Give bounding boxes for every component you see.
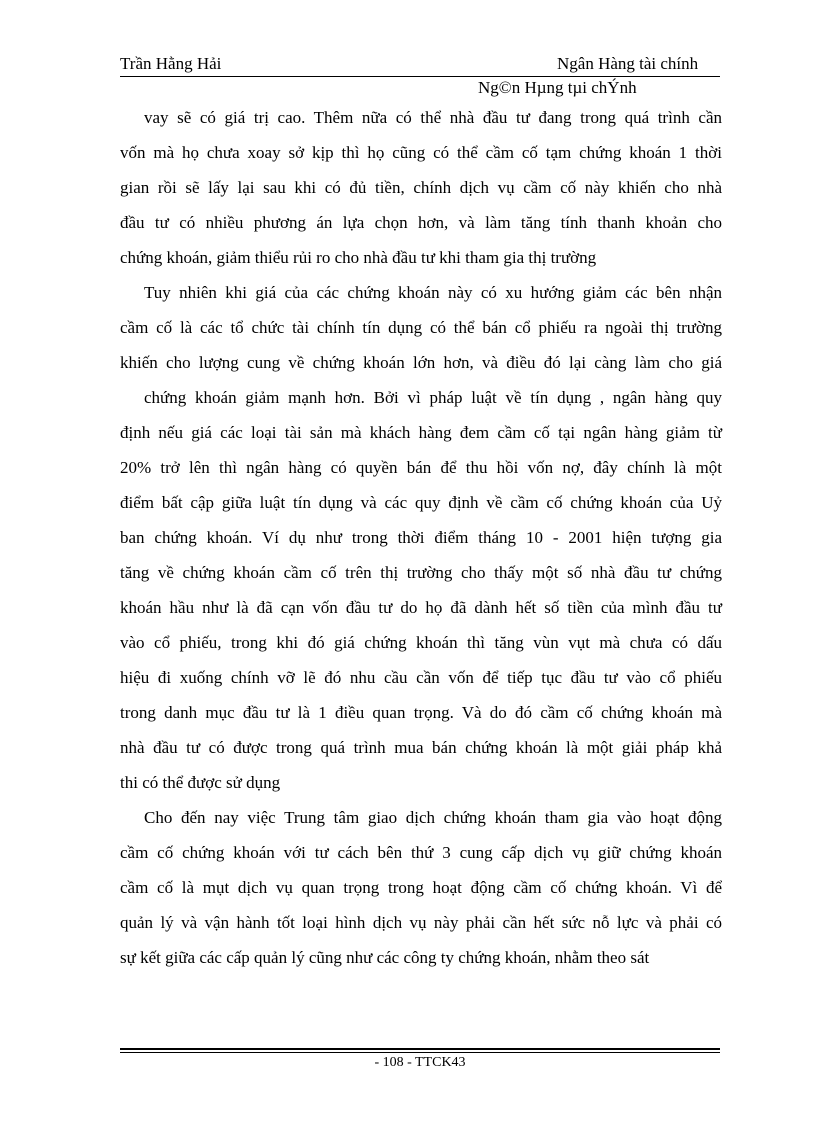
text-line: hiệu đi xuống chính vỡ lẽ đó nhu cầu cần vốn để tiếp tục đầu tư vào cổ phiếu [120,668,722,687]
text-line: khoán hầu như là đã cạn vốn đầu tư do họ đã dành hết số tiền của mình đầu tư [120,598,722,617]
text-line: vay sẽ có giá trị cao. Thêm nữa có thể nhà đầu tư đang trong quá trình cần [144,108,722,127]
text-line: Cho đến nay việc Trung tâm giao dịch chứng khoán tham gia vào hoạt động [144,808,722,827]
text-line: vốn mà họ chưa xoay sở kịp thì họ cũng có thể cầm cố tạm chứng khoán 1 thời [120,143,722,162]
text-line: ban chứng khoán. Ví dụ như trong thời điểm tháng 10 - 2001 hiện tượng gia [120,528,722,547]
text-line: định nếu giá các loại tài sản mà khách hàng đem cầm cố tại ngân hàng giảm từ [120,423,722,442]
text-line: nhà đầu tư có được trong quá trình mua bán chứng khoán là một giải pháp khả [120,738,722,757]
header-title-garbled: Ng©n Hµng tµi chÝnh [478,78,637,97]
text-line: điểm bất cập giữa luật tín dụng và các quy định về cầm cố chứng khoán của Uỷ [120,493,722,512]
text-line: thi có thể được sử dụng [120,773,281,792]
header-rule [120,76,720,77]
text-line: gian rồi sẽ lấy lại sau khi có đủ tiền, chính dịch vụ cầm cố này khiến cho nhà [120,178,722,197]
footer-rule-thick [120,1048,720,1050]
header-title: Ngân Hàng tài chính [557,54,699,73]
text-line: khiến cho lượng cung về chứng khoán lớn hơn, và điều đó lại càng làm cho giá [120,353,722,372]
text-line: quản lý và vận hành tốt loại hình dịch vụ này phải cần hết sức nỗ lực và phải có [120,913,722,932]
footer-rule-thin [120,1052,720,1053]
page-footer: - 108 - TTCK43 [374,1055,466,1070]
body-text [120,100,722,975]
text-line: tăng về chứng khoán cầm cố trên thị trường cho thấy một số nhà đầu tư chứng [120,563,722,582]
text-line: trong danh mục đầu tư là 1 điều quan trọng. Và do đó cầm cố chứng khoán mà [120,703,722,722]
text-line: chứng khoán giảm mạnh hơn. Bởi vì pháp luật về tín dụng , ngân hàng quy [144,388,722,407]
text-line: đầu tư có nhiều phương án lựa chọn hơn, và làm tăng tính thanh khoản cho [120,213,722,232]
text-line: cầm cố là các tổ chức tài chính tín dụng có thể bán cổ phiếu ra ngoài thị trường [120,318,722,337]
text-line: cầm cố chứng khoán với tư cách bên thứ 3 cung cấp dịch vụ giữ chứng khoán [120,843,722,862]
text-line: Tuy nhiên khi giá của các chứng khoán này có xu hướng giảm các bên nhận [144,283,722,302]
text-line: cầm cố là mụt dịch vụ quan trọng trong hoạt động cầm cố chứng khoán. Vì để [120,878,722,897]
text-line: sự kết giữa các cấp quản lý cũng như các công ty chứng khoán, nhằm theo sát [120,948,650,967]
text-line: 20% trở lên thì ngân hàng có quyền bán để thu hồi vốn nợ, đây chính là một [120,458,722,477]
text-line: vào cổ phiếu, trong khi đó giá chứng khoán thì tăng vùn vụt mà chưa có dấu [120,633,722,652]
header-author: Trần Hằng Hải [120,54,222,73]
text-line: chứng khoán, giảm thiểu rủi ro cho nhà đầu tư khi tham gia thị trường [120,248,597,267]
